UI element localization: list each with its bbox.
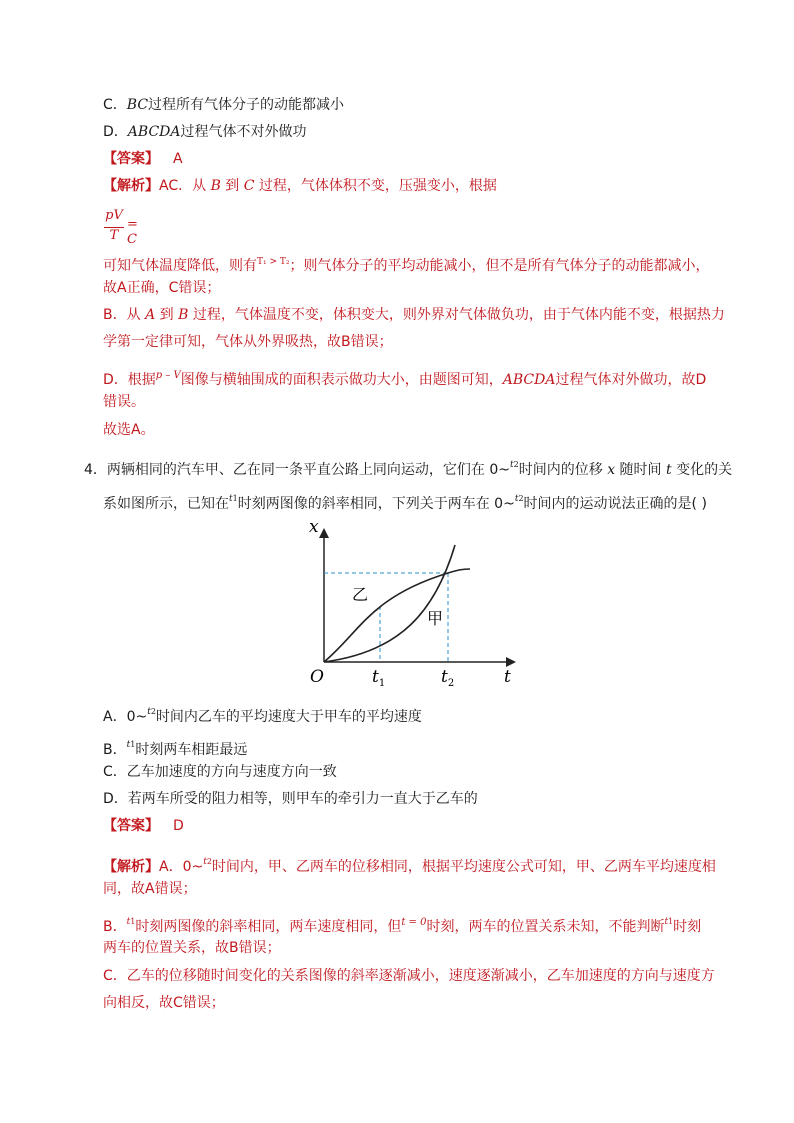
- q4-analysis-line-3: B．$^{t1}$时刻两图像的斜率相同，两车速度相同，但$^{t = 0}$时刻，两车的位置关系未知，不能判断$^{t1}$时刻: [103, 917, 702, 935]
- q4-analysis-line-4: 两车的位置关系，故B错误；: [103, 940, 281, 956]
- t-axis-arrow: [506, 657, 516, 667]
- curve-jia-label: 甲: [427, 609, 444, 628]
- q3-analysis-line-6: D．根据$^{p - V}$图像与横轴围成的面积表示做功大小，由题图可知，ABCDA过程气体对外做功，故D: [103, 370, 707, 388]
- q4-analysis-line-6: 向相反，故C错误；: [103, 995, 225, 1011]
- q4-option-b: B．$^{t1}$时刻两车相距最远: [103, 740, 248, 758]
- q3-option-d: D．ABCDA过程气体不对外做功: [103, 124, 307, 140]
- origin-label: O: [310, 667, 324, 687]
- q3-analysis-line-2: 可知气体温度降低，则有$^{T_1 > T_2}$；则气体分子的平均动能减小，但不是所有气体分子的动能都减小，: [103, 257, 710, 274]
- curve-jia: [324, 545, 455, 662]
- displacement-time-graph: [300, 512, 530, 692]
- q4-stem-line-1: 4．两辆相同的汽车甲、乙在同一条平直公路上同向运动，它们在 0~$^{t2}$时间内的位移 x 随时间 t 变化的关: [84, 460, 733, 478]
- y-axis-label: x: [309, 517, 319, 537]
- t2-label: $t_2$: [441, 667, 455, 689]
- curve-yi-label: 乙: [352, 585, 369, 604]
- graph-axes: [319, 528, 516, 667]
- q4-analysis-line-2: 同，故A错误；: [103, 881, 197, 897]
- t1-label: $t_1$: [372, 667, 386, 689]
- x-axis-label: t: [504, 667, 511, 687]
- q4-option-d: D．若两车所受的阻力相等，则甲车的牵引力一直大于乙车的: [103, 791, 478, 807]
- q3-analysis-line-1: 【解析】AC．从 B 到 C 过程，气体体积不变，压强变小，根据: [103, 178, 497, 194]
- q3-analysis-line-4: B．从 A 到 B 过程，气体温度不变，体积变大，则外界对气体做负功，由于气体内能不变，根据热力: [103, 307, 725, 323]
- q4-stem-line-2: 系如图所示，已知在$^{t1}$时刻两图像的斜率相同，下列关于两车在 0~$^{t2}$时间内的运动说法正确的是( ): [103, 494, 707, 512]
- q4-option-c: C．乙车加速度的方向与速度方向一致: [103, 764, 337, 780]
- q3-analysis-line-5: 学第一定律可知，气体从外界吸热，故B错误；: [103, 334, 393, 350]
- q3-analysis-line-3: 故A正确，C错误；: [103, 280, 221, 296]
- q3-analysis-line-8: 故选A。: [103, 422, 155, 438]
- q3-answer: 【答案】 A: [103, 151, 183, 167]
- q4-analysis-line-5: C．乙车的位移随时间变化的关系图像的斜率逐渐减小，速度逐渐减小，乙车加速度的方向与速度方: [103, 968, 715, 984]
- x-axis-arrow: [319, 528, 329, 538]
- q4-option-a: A．0~$^{t2}$时间内乙车的平均速度大于甲车的平均速度: [103, 707, 422, 725]
- q4-answer: 【答案】 D: [103, 818, 184, 834]
- q3-analysis-line-7: 错误。: [103, 394, 145, 410]
- q4-analysis-line-1: 【解析】A．0~$^{t2}$时间内，甲、乙两车的位移相同，根据平均速度公式可知，甲、乙两车平均速度相: [103, 857, 716, 875]
- q3-option-c: C．BC过程所有气体分子的动能都减小: [103, 97, 345, 113]
